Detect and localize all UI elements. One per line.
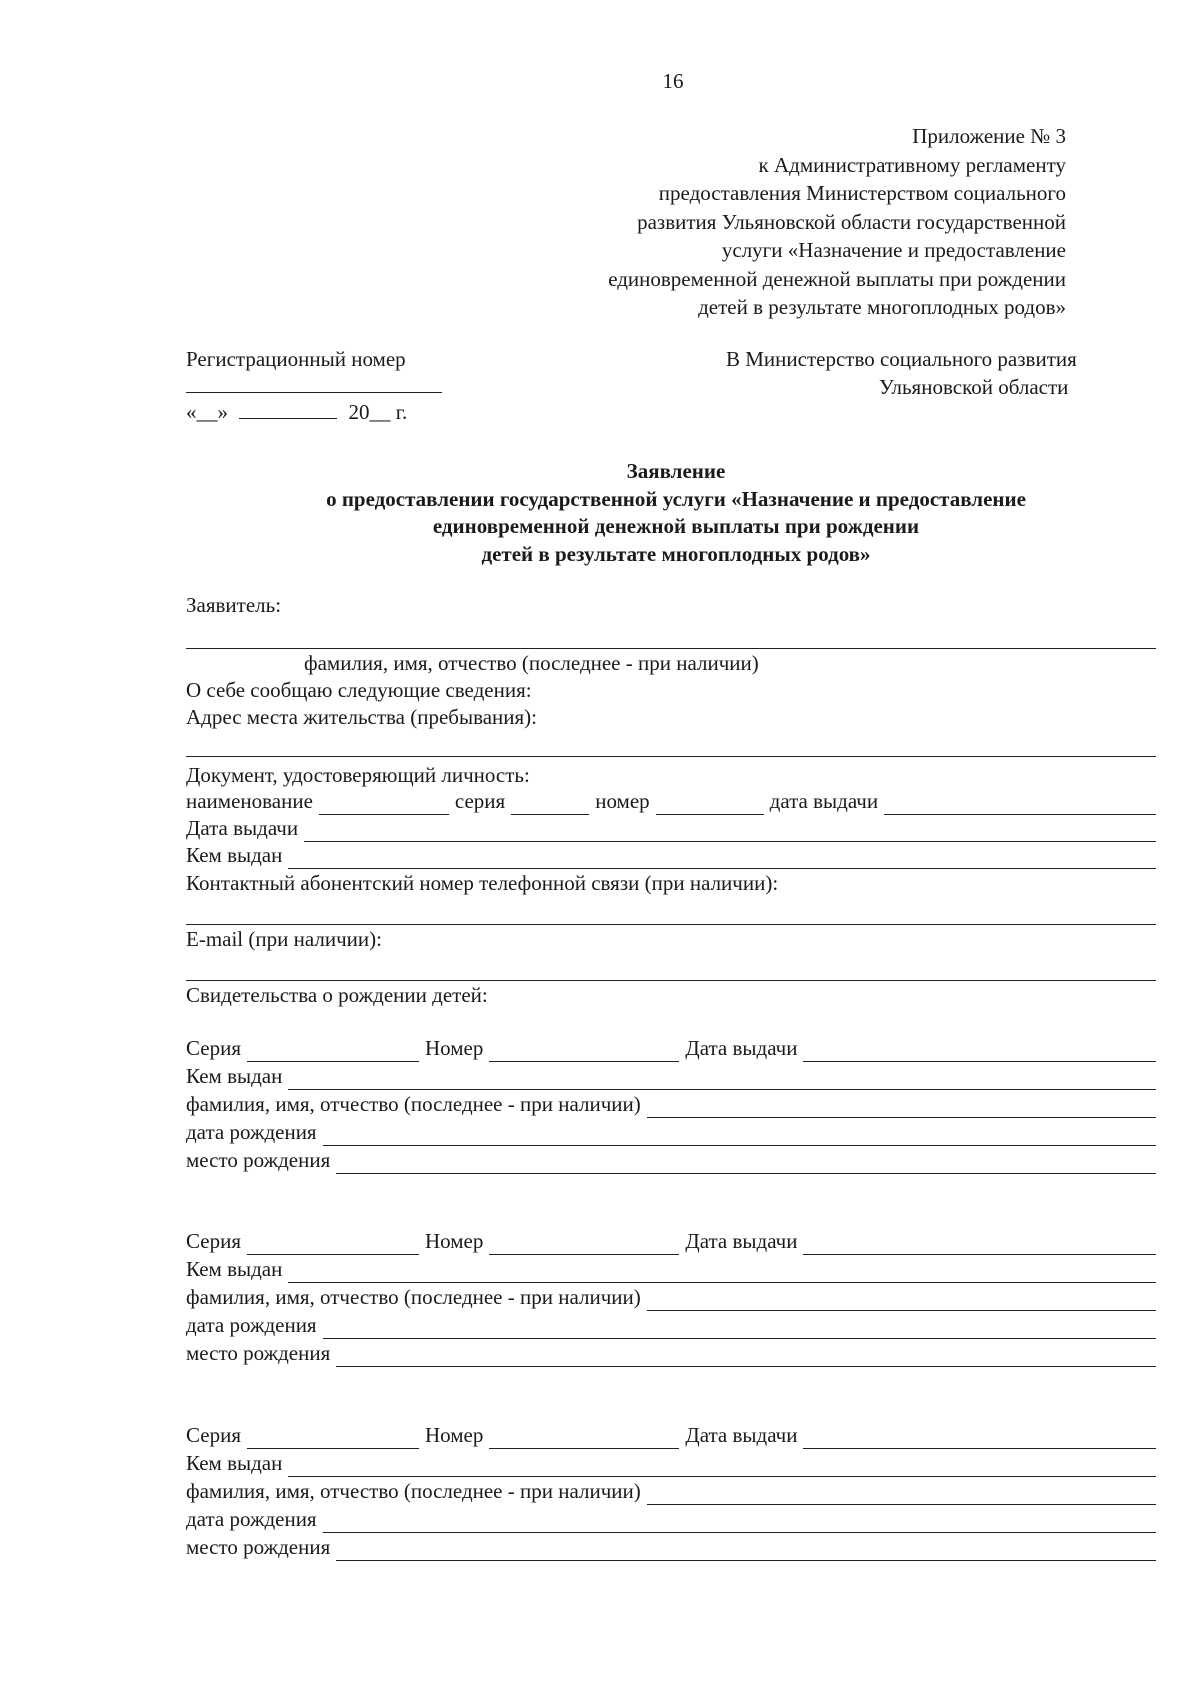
address-label: Адрес места жительства (пребывания): xyxy=(186,705,538,729)
id-issue-date-label: дата выдачи xyxy=(769,789,879,813)
child-1-issued-by-label: Кем выдан xyxy=(186,1064,283,1088)
issued-by-field[interactable] xyxy=(288,848,1156,869)
registration-label: Регистрационный номер xyxy=(186,347,406,371)
appendix-line: детей в результате многоплодных родов» xyxy=(698,295,1066,319)
phone-label: Контактный абонентский номер телефонной связи (при наличии): xyxy=(186,871,779,895)
appendix-line: предоставления Министерством социального xyxy=(658,181,1066,205)
child-1-number-field[interactable] xyxy=(489,1041,679,1062)
child-3-series-row xyxy=(186,1422,1156,1449)
child-2-issued-by-label: Кем выдан xyxy=(186,1257,283,1281)
id-name-field[interactable] xyxy=(319,794,449,815)
child-2-issued-by-field[interactable] xyxy=(288,1262,1156,1283)
child-1-fio-field[interactable] xyxy=(647,1097,1156,1118)
child-3-issued-by-row xyxy=(186,1450,1156,1477)
child-3-number-field[interactable] xyxy=(489,1428,679,1449)
child-1-issued-by-row xyxy=(186,1063,1156,1090)
registration-date xyxy=(186,399,407,426)
registration-month-field[interactable] xyxy=(239,400,337,419)
id-document-row xyxy=(186,788,1156,815)
child-2-fio-row xyxy=(186,1284,1156,1311)
child-3-birth-place-row xyxy=(186,1534,1156,1561)
child-1-issued-by-field[interactable] xyxy=(288,1069,1156,1090)
child-3-birth-place-field[interactable] xyxy=(336,1540,1156,1561)
id-series-field[interactable] xyxy=(511,794,589,815)
child-2-birth-date-row xyxy=(186,1312,1156,1339)
child-1-issue-date-label: Дата выдачи xyxy=(685,1036,798,1060)
child-2-series-field[interactable] xyxy=(247,1234,419,1255)
id-number-field[interactable] xyxy=(656,794,764,815)
document-title xyxy=(186,458,1166,568)
child-2-fio-field[interactable] xyxy=(647,1290,1156,1311)
child-2-birth-place-row xyxy=(186,1340,1156,1367)
appendix-line: единовременной денежной выплаты при рождении xyxy=(608,266,1066,291)
id-issue-date-field[interactable] xyxy=(884,794,1156,815)
about-label: О себе сообщаю следующие сведения: xyxy=(186,678,532,702)
id-document-label: Документ, удостоверяющий личность: xyxy=(186,763,530,787)
issued-by-row xyxy=(186,842,1156,869)
addressee-line-2: Ульяновской области xyxy=(879,375,1069,399)
title-line: о предоставлении государственной услуги «Назначение и предоставление xyxy=(326,486,1026,511)
issue-date-field[interactable] xyxy=(304,821,1156,842)
child-3-number-label: Номер xyxy=(424,1423,484,1447)
child-2-birth-date-field[interactable] xyxy=(323,1318,1156,1339)
registration-year[interactable]: 20__ г. xyxy=(348,400,408,424)
phone-field[interactable] xyxy=(186,924,1156,925)
child-1-birth-place-label: место рождения xyxy=(186,1148,331,1172)
child-3-fio-row xyxy=(186,1478,1156,1505)
child-3-series-label: Серия xyxy=(186,1423,241,1447)
page-number: 16 xyxy=(662,69,684,93)
child-2-issue-date-field[interactable] xyxy=(803,1234,1156,1255)
child-2-fio-label: фамилия, имя, отчество (последнее - при наличии) xyxy=(186,1285,641,1309)
child-3-birth-date-field[interactable] xyxy=(323,1512,1156,1533)
child-3-fio-field[interactable] xyxy=(647,1484,1156,1505)
child-1-series-label: Серия xyxy=(186,1036,241,1060)
email-label: E-mail (при наличии): xyxy=(186,927,382,951)
child-1-birth-date-field[interactable] xyxy=(323,1125,1156,1146)
child-2-number-field[interactable] xyxy=(489,1234,679,1255)
child-3-series-field[interactable] xyxy=(247,1428,419,1449)
issue-date-label: Дата выдачи xyxy=(186,816,299,840)
child-1-series-field[interactable] xyxy=(247,1041,419,1062)
applicant-label: Заявитель: xyxy=(186,593,282,617)
id-number-label: номер xyxy=(595,789,650,813)
id-name-label: наименование xyxy=(186,789,313,813)
applicant-fio-caption: фамилия, имя, отчество (последнее - при наличии) xyxy=(304,651,759,675)
issued-by-label: Кем выдан xyxy=(186,843,283,867)
child-3-birth-date-row xyxy=(186,1506,1156,1533)
child-2-series-row xyxy=(186,1228,1156,1255)
child-3-birth-date-label: дата рождения xyxy=(186,1507,317,1531)
appendix-line: к Административному регламенту xyxy=(758,152,1066,177)
issue-date-row xyxy=(186,815,1156,842)
appendix-header xyxy=(446,123,1066,323)
child-3-issued-by-field[interactable] xyxy=(288,1456,1156,1477)
title-line: детей в результате многоплодных родов» xyxy=(481,541,871,566)
child-3-fio-label: фамилия, имя, отчество (последнее - при наличии) xyxy=(186,1479,641,1503)
child-1-fio-row xyxy=(186,1091,1156,1118)
addressee-line-1: В Министерство социального развития xyxy=(726,347,1077,371)
child-1-issue-date-field[interactable] xyxy=(803,1041,1156,1062)
child-1-fio-label: фамилия, имя, отчество (последнее - при наличии) xyxy=(186,1092,641,1116)
email-field[interactable] xyxy=(186,980,1156,981)
child-2-birth-date-label: дата рождения xyxy=(186,1313,317,1337)
title-line: единовременной денежной выплаты при рождении xyxy=(432,514,920,538)
applicant-fio-field[interactable] xyxy=(186,648,1156,649)
child-1-birth-place-field[interactable] xyxy=(336,1153,1156,1174)
child-2-issued-by-row xyxy=(186,1256,1156,1283)
registration-day[interactable]: «__» xyxy=(186,400,228,424)
child-3-issued-by-label: Кем выдан xyxy=(186,1451,283,1475)
child-1-birth-place-row xyxy=(186,1147,1156,1174)
child-1-birth-date-row xyxy=(186,1119,1156,1146)
child-1-birth-date-label: дата рождения xyxy=(186,1120,317,1144)
appendix-line: услуги «Назначение и предоставление xyxy=(721,238,1066,262)
id-series-label: серия xyxy=(454,789,506,813)
child-2-series-label: Серия xyxy=(186,1229,241,1253)
certificates-label: Свидетельства о рождении детей: xyxy=(186,983,488,1007)
child-1-number-label: Номер xyxy=(424,1036,484,1060)
registration-number-field[interactable] xyxy=(186,392,442,393)
child-3-issue-date-label: Дата выдачи xyxy=(685,1423,798,1447)
child-2-birth-place-field[interactable] xyxy=(336,1346,1156,1367)
child-3-issue-date-field[interactable] xyxy=(803,1428,1156,1449)
child-2-number-label: Номер xyxy=(424,1229,484,1253)
child-1-series-row xyxy=(186,1035,1156,1062)
child-3-birth-place-label: место рождения xyxy=(186,1535,331,1559)
appendix-line: Приложение № 3 xyxy=(912,124,1066,148)
child-2-birth-place-label: место рождения xyxy=(186,1341,331,1365)
appendix-line: развития Ульяновской области государственной xyxy=(637,209,1066,234)
title-line: Заявление xyxy=(626,459,726,483)
child-2-issue-date-label: Дата выдачи xyxy=(685,1229,798,1253)
address-field[interactable] xyxy=(186,756,1156,757)
